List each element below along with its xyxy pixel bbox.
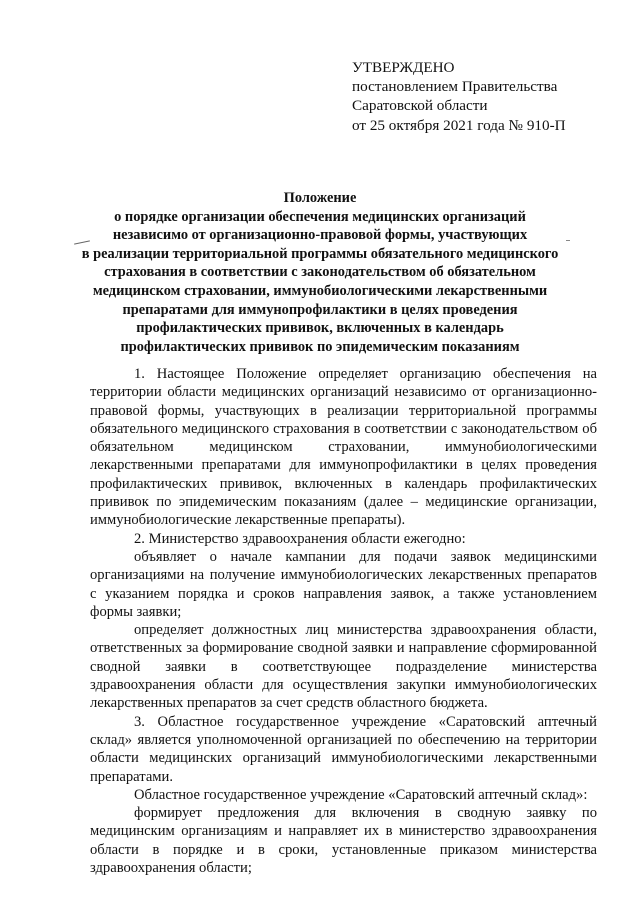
title-line: в реализации территориальной программы обязательного медицинского [81, 245, 559, 262]
paragraph-3: 3. Областное государственное учреждение «Саратовский аптечный склад» является уполномоченной организацией по обеспечению на территории области медицинских организаций иммунобиологическими лекарственными препаратами. [90, 713, 597, 785]
approval-region-line: Саратовской области [352, 97, 488, 115]
approval-stamp [352, 58, 602, 135]
approval-decree-line: постановлением Правительства [352, 78, 558, 96]
title-line: независимо от организационно-правовой формы, участвующих [112, 227, 528, 244]
title-line: препаратами для иммунопрофилактики в целях проведения [122, 301, 518, 318]
paragraph-1: 1. Настоящее Положение определяет организацию обеспечения на территории области медицинских организаций независимо от организационно-правовой формы, участвующих в реализации территориальной программы обязательного медицинского страхования в соответствии с законодательством об обязательном медицинском страховании, иммунобиологическими лекарственными препаратами для иммунопрофилактики в целях проведения профилактических прививок, включенных в календарь профилактических прививок по эпидемическим показаниям (далее – медицинские организации, иммунобиологические лекарственные препараты). [90, 366, 597, 529]
title-line: страхования в соответствии с законодательством об обязательном [104, 264, 536, 281]
title-line: профилактических прививок по эпидемическим показаниям [120, 338, 520, 355]
title-line: медицинском страховании, иммунобиологическими лекарственными [92, 282, 548, 299]
approval-heading: УТВЕРЖДЕНО [352, 59, 455, 76]
paragraph-2: 2. Министерство здравоохранения области ежегодно: [134, 530, 466, 547]
paragraph-2-item-2: определяет должностных лиц министерства здравоохранения области, ответственных за формирование сводной заявки и направление сформированной сводной заявки в соответствующее подразделение министерства здравоохранения области для осуществления закупки иммунобиологических лекарственных препаратов за счет средств областного бюджета. [90, 622, 597, 712]
paragraph-3-intro: Областное государственное учреждение «Саратовский аптечный склад»: [134, 786, 588, 803]
paragraph-2-item-1: объявляет о начале кампании для подачи заявок медицинскими организациями на получение иммунобиологических лекарственных препаратов с указанием порядка и сроков направления заявок, а также установлением формы заявки; [90, 548, 597, 620]
paragraph-3-item-1: формирует предложения для включения в сводную заявку по медицинским организациям и направляет их в министерство здравоохранения области в порядке и в сроки, установленные приказом министерства здравоохранения области; [90, 805, 597, 877]
title-line: о порядке организации обеспечения медицинских организаций [114, 208, 526, 225]
title-line: Положение [283, 190, 357, 206]
document-title [60, 189, 580, 356]
approval-date-line: от 25 октября 2021 года № 910-П [352, 116, 566, 134]
title-line: профилактических прививок, включенных в календарь [136, 320, 504, 337]
document-body [90, 365, 597, 877]
